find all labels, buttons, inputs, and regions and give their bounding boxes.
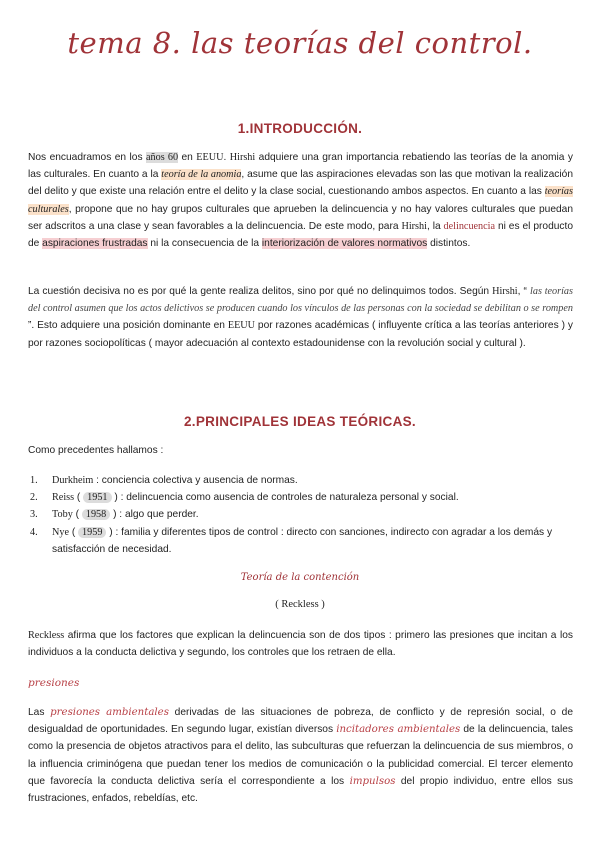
text: adquiere una gran importancia rebatiendo las teorías de la anomia y las culturales. En cuanto a la: [28, 152, 573, 181]
text: derivadas de las situaciones de pobreza, de conflicto y de represión social, o de desigualdad de oportunidades. En segundo lugar, existían diversos: [28, 707, 573, 736]
author-hirshi: Hirshi: [229, 152, 256, 163]
list-item: [30, 472, 573, 489]
term-impulsos: impulsos: [349, 775, 396, 787]
item-text: : conciencia colectiva y ausencia de normas.: [93, 475, 298, 486]
highlight-anos-60: años 60: [146, 152, 179, 163]
year-badge: 1959: [78, 527, 106, 538]
precedents-list: [30, 472, 573, 558]
list-number: 3.: [30, 509, 38, 521]
text: Las: [28, 707, 51, 718]
term-delincuencia: delincuencia: [443, 220, 496, 232]
author-name: Toby: [52, 509, 73, 521]
text: distintos.: [427, 238, 471, 250]
term-eeuu: EEUU: [196, 152, 224, 163]
author-reckless: Reckless: [28, 630, 65, 641]
year-badge: 1951: [83, 492, 111, 503]
text: .: [223, 152, 230, 163]
precedents-intro: Como precedentes hallamos :: [28, 445, 164, 456]
text: de la delincuencia, tales como la presencia de objetos atractivos para el delito, las subculturas que refuerzan la delincuencia de sus miembros, o la influencia criminógena que puedan tener los medios de comunicación o la publicidad comercial. El tercer elemento que favorecía la conducta delictiva sería el correspondiente a los: [28, 724, 573, 787]
text: afirma que los factores que explican la delincuencia son de dos tipos : primero las presiones que incitan a los individuos a la conducta delictiva y segundo, los controles que los retraen de ella.: [28, 630, 573, 659]
term-incitadores-ambientales: incitadores ambientales: [336, 724, 461, 736]
presiones-paragraph: [28, 704, 573, 807]
side-heading-presiones: presiones: [28, 677, 80, 689]
highlight-interiorizacion: interiorización de valores normativos: [261, 238, 428, 250]
intro-paragraph-2: [28, 283, 573, 352]
text: por razones académicas ( influyente crítica a las teorías anteriores ) y por razones sociopolíticas ( mayor adecuación al contexto estadounidense con la revolución social y cultural ).: [28, 320, 573, 349]
text: Nos encuadramos en los: [28, 152, 147, 163]
section-heading-introduccion: 1.INTRODUCCIÓN.: [237, 121, 363, 136]
quote-hirshi: las teorías del control asumen que los actos delictivos se producen cuando los vínculos de las personas con la sociedad se debilitan o se rompen: [28, 286, 573, 315]
text: , “: [517, 286, 531, 297]
highlight-teoria-anomia: teoría de la anomia: [161, 169, 242, 181]
author-hirshi: Hirshi: [401, 220, 427, 232]
section-heading-ideas-teoricas: 2.PRINCIPALES IDEAS TEÓRICAS.: [184, 414, 416, 429]
text: La cuestión decisiva no es por qué la gente realiza delitos, sino por qué no delinquimos todos. Según: [28, 286, 493, 297]
list-number: 1.: [30, 475, 38, 486]
list-number: 4.: [30, 526, 38, 538]
text: ni es el producto de: [28, 220, 573, 250]
author-hirshi: Hirshi: [492, 286, 518, 297]
highlight-aspiraciones-frustradas: aspiraciones frustradas: [42, 238, 148, 250]
list-item: 3. Toby ( 1958 ) : algo que perder.: [30, 506, 573, 523]
intro-paragraph-1: [28, 149, 573, 252]
text: del propio individuo, entre ellos sus frustraciones, enfados, rebeldías, etc.: [28, 775, 573, 805]
author-name: Reiss: [52, 492, 75, 504]
list-item: 2. Reiss ( 1951 ) : delincuencia como ausencia de controles de naturaleza personal y social.: [30, 489, 573, 506]
list-item: 4. Nye ( 1959 ) : familia y diferentes tipos de control : directo con sanciones, indirecto con agradar a los demás y satisfacción de necesidad.: [30, 524, 573, 558]
text: ni la consecuencia de la: [147, 238, 262, 250]
author-reckless-label: ( Reckless ): [275, 599, 325, 610]
author-name: Durkheim: [52, 475, 94, 486]
author-name: Nye: [52, 526, 69, 538]
year-badge: 1958: [82, 509, 110, 520]
reckless-paragraph: [28, 627, 573, 661]
highlight-teorias-culturales: teorías culturales: [28, 186, 573, 215]
text: , propone que no hay grupos culturales que aprueben la delincuencia y no hay valores culturales que puedan ser adscritos a una clase y sean favorables a la delincuencia. De este modo, para: [28, 203, 573, 232]
item-text: : familia y diferentes tipos de control : directo con sanciones, indirecto con agradar a los demás y satisfacción de necesidad.: [52, 526, 553, 555]
text: ”. Esto adquiere una posición dominante en: [28, 320, 228, 332]
text: , asume que las aspiraciones elevadas son las que motivan la realización del delito y que existe una relación entre el delito y la clase social, cuestionando ambos aspectos. En cuanto a las: [28, 169, 573, 198]
list-number: 2.: [30, 492, 38, 504]
subheading-teoria-contencion: Teoría de la contención: [240, 572, 360, 583]
text: en: [178, 152, 197, 163]
term-presiones-ambientales: presiones ambientales: [50, 707, 169, 718]
page-title: tema 8. las teorías del control.: [67, 26, 533, 60]
item-text: : algo que perder.: [116, 509, 199, 521]
item-text: : delincuencia como ausencia de controles de naturaleza personal y social.: [117, 492, 459, 504]
term-eeuu: EEUU: [227, 320, 256, 332]
text: , la: [426, 220, 444, 232]
